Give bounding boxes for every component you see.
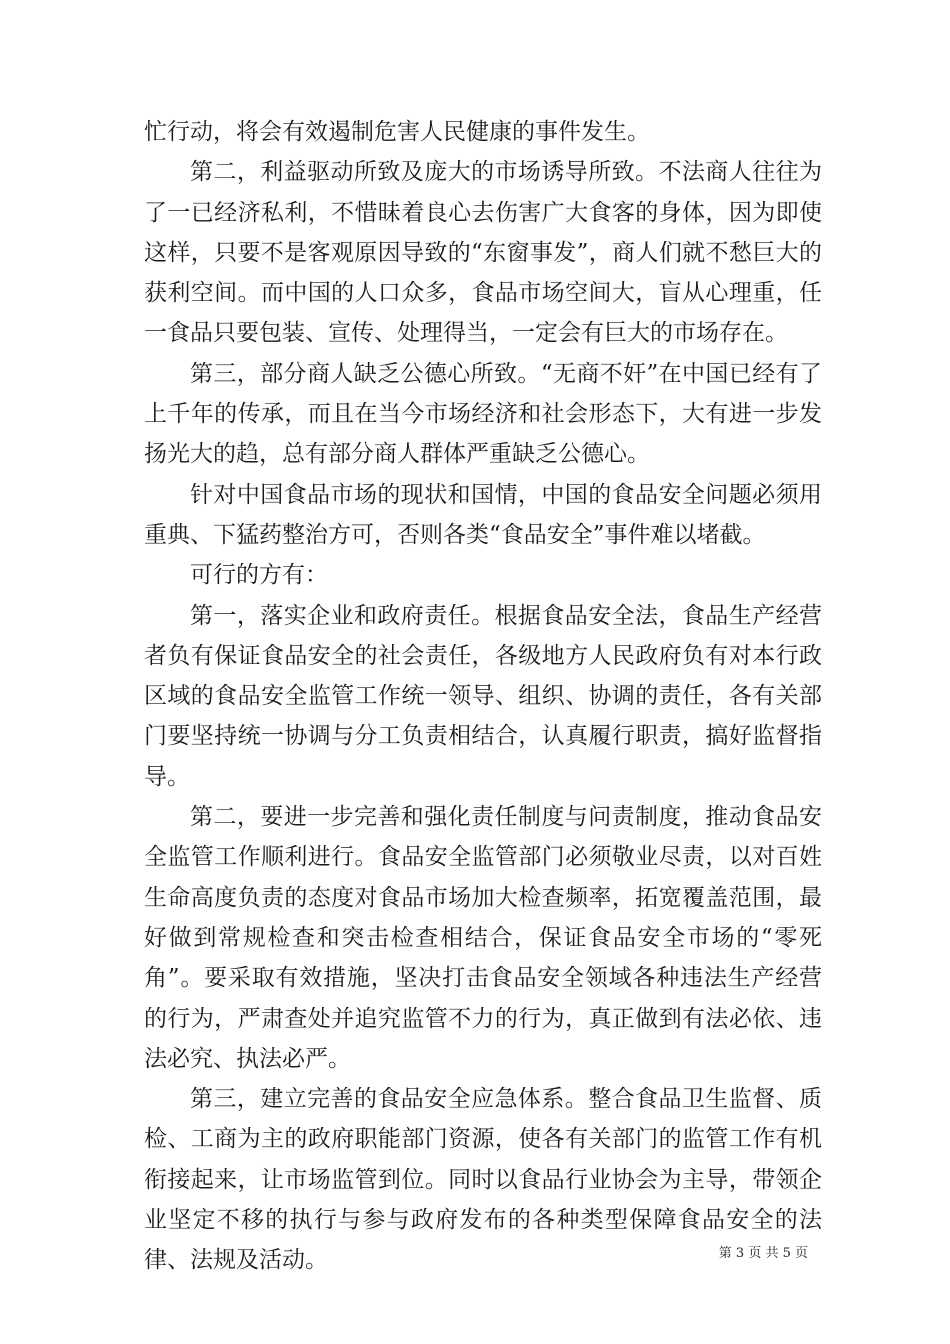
page-number-footer: 第 3 页 共 5 页 [718,1246,808,1261]
paragraph-continuation: 忙行动，将会有效遏制危害人民健康的事件发生。 [144,119,650,145]
paragraph-conclusion: 针对中国食品市场的现状和国情，中国的食品安全问题必须用重典、下猛药整治方可，否则各类“食品安全”事件难以堵截。 [144,481,822,548]
paragraph-cause-morality: 第三，部分商人缺乏公德心所致。“无商不奸”在中国已经有了上千年的传承，而且在当今市场经济和社会形态下，大有进一步发扬光大的趋，总有部分商人群体严重缺乏公德心。 [144,360,822,468]
paragraph-solutions-heading: 可行的方有： [190,562,328,589]
body-text [144,112,822,1281]
paragraph-cause-profit: 第二，利益驱动所致及庞大的市场诱导所致。不法商人往往为了一已经济私利，不惜昧着良心去伤害广大食客的身体，因为即使这样，只要不是客观原因导致的“东窗事发”，商人们就不愁巨大的获利空间。而中国的人口众多，食品市场空间大，盲从心理重，任一食品只要包装、宣传、处理得当，一定会有巨大的市场存在。 [144,159,822,347]
paragraph-solution-emergency: 第三，建立完善的食品安全应急体系。整合食品卫生监督、质检、工商为主的政府职能部门资源，使各有关部门的监管工作有机衔接起来，让市场监管到位。同时以食品行业协会为主导，带领企业坚定不移的执行与参与政府发布的各种类型保障食品安全的法律、法规及活动。 [144,1086,822,1274]
paragraph-solution-responsibility: 第一，落实企业和政府责任。根据食品安全法，食品生产经营者负有保证食品安全的社会责任，各级地方人民政府负有对本行政区域的食品安全监管工作统一领导、组织、协调的责任，各有关部门要坚持统一协调与分工负责相结合，认真履行职责，搞好监督指导。 [144,602,822,790]
paragraph-solution-accountability: 第二，要进一步完善和强化责任制度与问责制度，推动食品安全监管工作顺利进行。食品安全监管部门必须敬业尽责，以对百姓生命高度负责的态度对食品市场加大检查频率，拓宽覆盖范围，最好做到常规检查和突击检查相结合，保证食品安全市场的“零死角”。要采取有效措施，坚决打击食品安全领域各种违法生产经营的行为，严肃查处并追究监管不力的行为，真正做到有法必依、违法必究、执法必严。 [144,804,822,1072]
